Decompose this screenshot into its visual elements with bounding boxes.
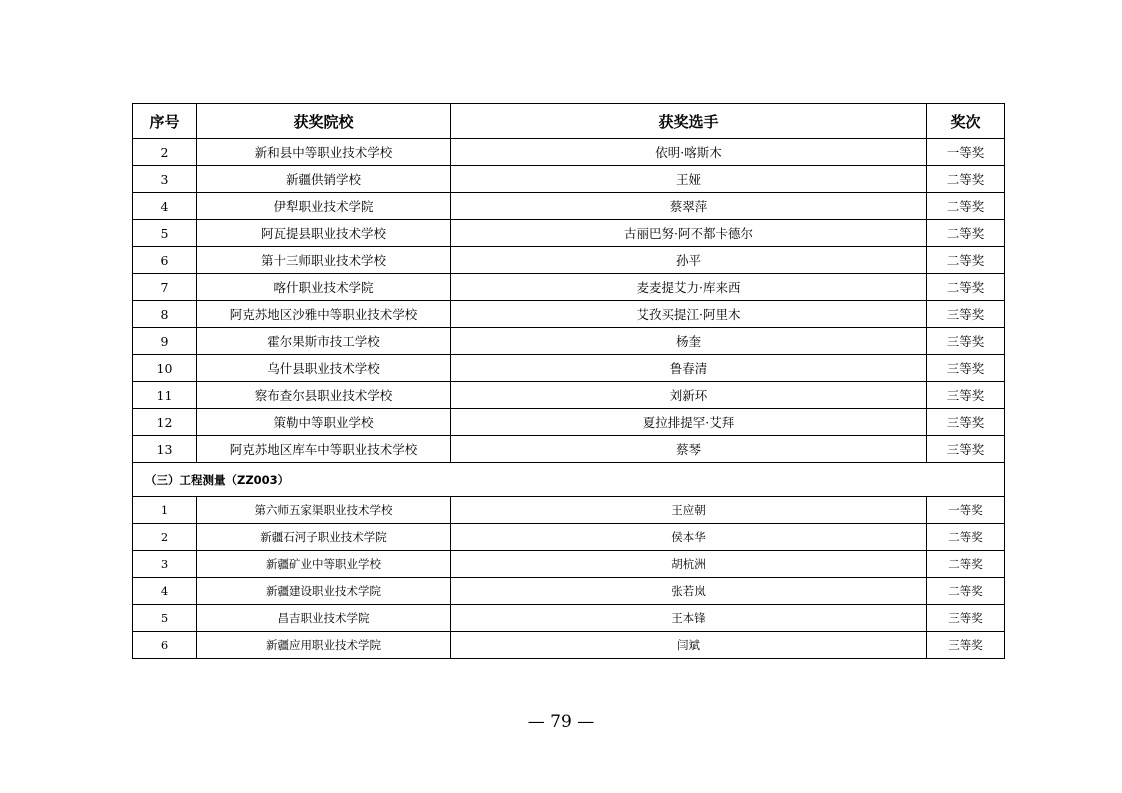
table-row <box>133 382 1005 409</box>
cell-player: 麦麦提艾力·库来西 <box>451 274 927 301</box>
table-header-row <box>133 104 1005 139</box>
cell-index: 12 <box>133 409 197 436</box>
cell-player: 侯本华 <box>451 524 927 551</box>
header-rank: 奖次 <box>927 104 1005 139</box>
cell-rank: 三等奖 <box>927 328 1005 355</box>
cell-rank: 二等奖 <box>927 166 1005 193</box>
table-row <box>133 274 1005 301</box>
cell-player: 夏拉排提罕·艾拜 <box>451 409 927 436</box>
cell-player: 张若岚 <box>451 578 927 605</box>
cell-rank: 三等奖 <box>927 436 1005 463</box>
award-table <box>132 103 1005 659</box>
table-row <box>133 193 1005 220</box>
cell-index: 10 <box>133 355 197 382</box>
cell-rank: 二等奖 <box>927 524 1005 551</box>
cell-school: 新疆矿业中等职业学校 <box>197 551 451 578</box>
cell-index: 5 <box>133 605 197 632</box>
cell-school: 阿克苏地区库车中等职业技术学校 <box>197 436 451 463</box>
table-row <box>133 166 1005 193</box>
cell-player: 古丽巴努·阿不都卡德尔 <box>451 220 927 247</box>
cell-index: 13 <box>133 436 197 463</box>
cell-player: 闫斌 <box>451 632 927 659</box>
header-player: 获奖选手 <box>451 104 927 139</box>
cell-rank: 二等奖 <box>927 274 1005 301</box>
cell-school: 新疆石河子职业技术学院 <box>197 524 451 551</box>
table-row <box>133 632 1005 659</box>
section-title: （三）工程测量（ZZ003） <box>133 463 1005 497</box>
cell-school: 阿瓦提县职业技术学校 <box>197 220 451 247</box>
table-row <box>133 355 1005 382</box>
cell-rank: 三等奖 <box>927 382 1005 409</box>
cell-rank: 二等奖 <box>927 220 1005 247</box>
table-row <box>133 497 1005 524</box>
table-row <box>133 220 1005 247</box>
cell-school: 乌什县职业技术学校 <box>197 355 451 382</box>
cell-player: 蔡翠萍 <box>451 193 927 220</box>
header-school: 获奖院校 <box>197 104 451 139</box>
cell-index: 4 <box>133 578 197 605</box>
cell-rank: 三等奖 <box>927 301 1005 328</box>
cell-rank: 二等奖 <box>927 578 1005 605</box>
cell-player: 蔡琴 <box>451 436 927 463</box>
cell-index: 6 <box>133 632 197 659</box>
cell-index: 7 <box>133 274 197 301</box>
cell-player: 孙平 <box>451 247 927 274</box>
table-row <box>133 524 1005 551</box>
cell-school: 昌吉职业技术学院 <box>197 605 451 632</box>
cell-school: 新疆供销学校 <box>197 166 451 193</box>
cell-school: 第十三师职业技术学校 <box>197 247 451 274</box>
cell-school: 第六师五家渠职业技术学校 <box>197 497 451 524</box>
cell-player: 刘新环 <box>451 382 927 409</box>
cell-index: 9 <box>133 328 197 355</box>
cell-school: 策勒中等职业学校 <box>197 409 451 436</box>
table-row <box>133 328 1005 355</box>
table-row <box>133 409 1005 436</box>
cell-index: 8 <box>133 301 197 328</box>
cell-player: 鲁春清 <box>451 355 927 382</box>
cell-rank: 二等奖 <box>927 551 1005 578</box>
cell-index: 3 <box>133 551 197 578</box>
table-row <box>133 551 1005 578</box>
cell-index: 11 <box>133 382 197 409</box>
cell-player: 杨奎 <box>451 328 927 355</box>
cell-index: 5 <box>133 220 197 247</box>
page-number: — 79 — <box>527 712 595 732</box>
table-row <box>133 605 1005 632</box>
cell-index: 1 <box>133 497 197 524</box>
cell-school: 新疆应用职业技术学院 <box>197 632 451 659</box>
table-row <box>133 578 1005 605</box>
table-row <box>133 247 1005 274</box>
table-row <box>133 139 1005 166</box>
cell-player: 艾孜买提江·阿里木 <box>451 301 927 328</box>
group-2-body <box>133 139 1005 463</box>
cell-school: 喀什职业技术学院 <box>197 274 451 301</box>
cell-rank: 一等奖 <box>927 139 1005 166</box>
section-heading-row <box>133 463 1005 497</box>
cell-player: 王本锋 <box>451 605 927 632</box>
table-row <box>133 436 1005 463</box>
cell-school: 霍尔果斯市技工学校 <box>197 328 451 355</box>
cell-rank: 二等奖 <box>927 247 1005 274</box>
cell-rank: 二等奖 <box>927 193 1005 220</box>
cell-rank: 三等奖 <box>927 632 1005 659</box>
cell-rank: 一等奖 <box>927 497 1005 524</box>
cell-player: 王娅 <box>451 166 927 193</box>
cell-rank: 三等奖 <box>927 605 1005 632</box>
cell-index: 6 <box>133 247 197 274</box>
cell-school: 察布查尔县职业技术学校 <box>197 382 451 409</box>
group-3-body <box>133 463 1005 659</box>
cell-index: 4 <box>133 193 197 220</box>
table-row <box>133 301 1005 328</box>
cell-player: 依明·喀斯木 <box>451 139 927 166</box>
cell-rank: 三等奖 <box>927 409 1005 436</box>
cell-player: 王应朝 <box>451 497 927 524</box>
cell-index: 2 <box>133 139 197 166</box>
cell-school: 伊犁职业技术学院 <box>197 193 451 220</box>
cell-school: 阿克苏地区沙雅中等职业技术学校 <box>197 301 451 328</box>
cell-index: 2 <box>133 524 197 551</box>
header-index: 序号 <box>133 104 197 139</box>
cell-player: 胡杭洲 <box>451 551 927 578</box>
cell-school: 新疆建设职业技术学院 <box>197 578 451 605</box>
cell-index: 3 <box>133 166 197 193</box>
cell-rank: 三等奖 <box>927 355 1005 382</box>
cell-school: 新和县中等职业技术学校 <box>197 139 451 166</box>
